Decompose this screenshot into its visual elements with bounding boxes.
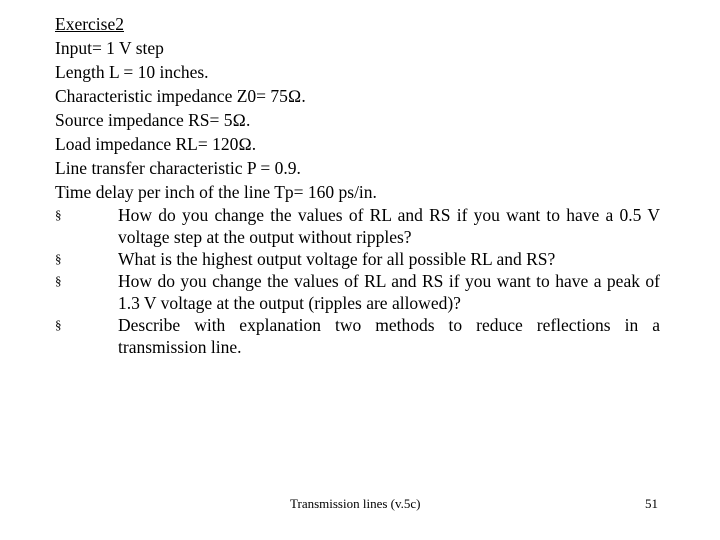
list-item <box>55 314 660 358</box>
slide-content <box>55 12 660 358</box>
param-time-delay: Time delay per inch of the line Tp= 160 ps/in. <box>55 182 377 202</box>
question-list <box>55 204 660 358</box>
slide-title: Exercise2 <box>55 14 124 34</box>
list-item <box>55 248 660 270</box>
page-number: 51 <box>645 496 658 511</box>
question-text: How do you change the values of RL and RS if you want to have a 0.5 V voltage step at the output without ripples? <box>118 205 660 247</box>
param-characteristic-impedance: Characteristic impedance Z0= 75Ω. <box>55 86 306 106</box>
list-item <box>55 270 660 314</box>
param-input: Input= 1 V step <box>55 38 164 58</box>
list-item <box>55 204 660 248</box>
param-source-impedance: Source impedance RS= 5Ω. <box>55 110 251 130</box>
bullet-icon: § <box>55 251 62 266</box>
footer-title: Transmission lines (v.5c) <box>290 496 421 511</box>
param-length: Length L = 10 inches. <box>55 62 209 82</box>
bullet-icon: § <box>55 317 62 332</box>
bullet-icon: § <box>55 207 62 222</box>
question-text: How do you change the values of RL and RS if you want to have a peak of 1.3 V voltage at the output (ripples are allowed)? <box>118 271 660 313</box>
param-transfer-characteristic: Line transfer characteristic P = 0.9. <box>55 158 301 178</box>
question-text: Describe with explanation two methods to reduce reflections in a transmission line. <box>118 315 660 357</box>
bullet-icon: § <box>55 273 62 288</box>
question-text: What is the highest output voltage for all possible RL and RS? <box>118 249 556 269</box>
param-load-impedance: Load impedance RL= 120Ω. <box>55 134 257 154</box>
